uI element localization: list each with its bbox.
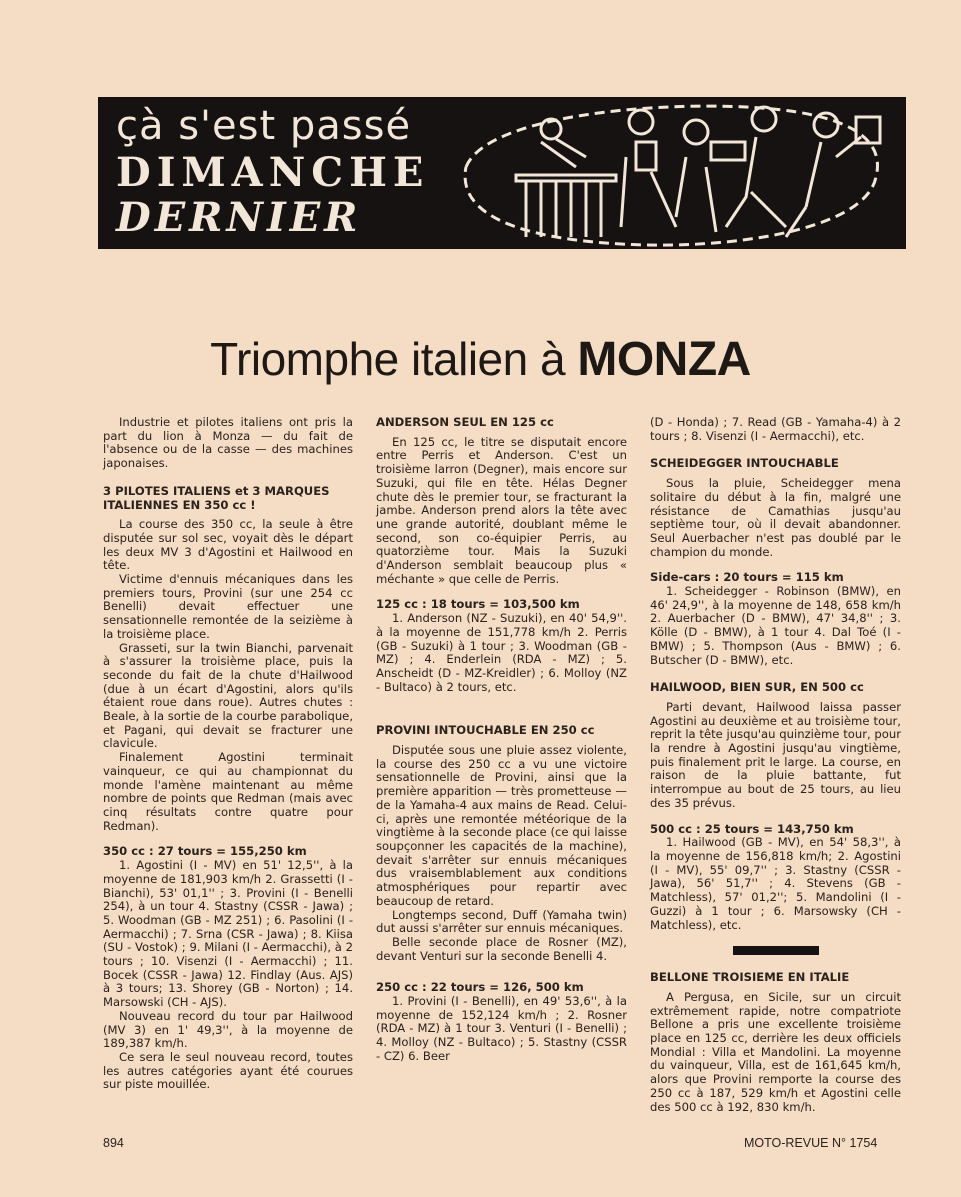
article-headline	[0, 332, 961, 387]
column-3	[650, 416, 901, 1114]
banner-line-2: DIMANCHE	[116, 149, 430, 196]
results-350: 1. Agostini (I - MV) en 51' 12,5'', à la moyenne de 181,903 km/h 2. Grassetti (I - Bianchi), 53' 01,1'' ; 3. Provini (I - Benelli 254), à un tour 4. Stastny (CSSR - Jawa) ; 5. Woodman (GB - MZ 251) ; 6. Pasolini (I - Aermacchi) ; 7. Srna (CSR - Jawa) ; 8. Kiisa (SU - Vostok) ; 9. Milani (I - Aermacchi), à 2 tours ; 10. Visenzi (I - Aermacchi) ; 11. Bocek (CSSR - Jawa) 12. Findlay (Aus. AJS) à 3 tours; 13. Shorey (GB - Norton) ; 14. Marsowski (CH - AJS).	[103, 858, 353, 1010]
results-heading-350: 350 cc : 27 tours = 155,250 km	[103, 844, 307, 859]
paragraph: A Pergusa, en Sicile, sur un circuit extrêmement rapide, notre compatriote Bellone a pris une excellente troisième place en 125 cc, derrière les deux officiels Mondial : Villa et Mandolini. La moyenne du vainqueur, Villa, est de 161,645 km/h, alors que Provini remporte la course des 250 cc à 187, 529 km/h et Agostini celle des 500 cc à 192, 830 km/h.	[650, 989, 901, 1114]
results-heading-250: 250 cc : 22 tours = 126, 500 km	[376, 980, 584, 995]
paragraph: Ce sera le seul nouveau record, toutes les autres catégories ayant été courues sur piste mouillée.	[103, 1049, 353, 1092]
headline-text: Triomphe italien à	[210, 333, 566, 385]
paragraph: La course des 350 cc, la seule à être disputée sur sol sec, voyait dès le départ les deux MV 3 d'Agostini et Hailwood en tête.	[103, 517, 353, 573]
paragraph: Victime d'ennuis mécaniques dans les premiers tours, Provini (sur une 254 cc Benelli) devait effectuer une sensationnelle remontée de la seizième à la troisième place.	[103, 572, 353, 641]
section-divider	[733, 946, 819, 955]
column-2	[376, 416, 627, 1064]
section-heading-250: PROVINI INTOUCHABLE EN 250 cc	[376, 723, 595, 738]
results-250: 1. Provini (I - Benelli), en 49' 53,6'', à la moyenne de 152,124 km/h ; 2. Rosner (RDA - MZ) à 1 tour 3. Venturi (I - Benelli) ; 4. Molloy (NZ - Bultaco) ; 5. Stastny (CSSR - CZ) 6. Beer	[376, 994, 627, 1063]
paragraph: Disputée sous une pluie assez violente, la course des 250 cc a vu une victoire sensationnelle de Provini, ainsi que la première apparition — très prometteuse — de la Yamaha-4 aux mains de Read. Celui-ci, après une remontée météorique de la vingtième à la seconde place (ce qui laisse soupçonner les capacités de la machine), devait s'arrêter sur ennuis mécaniques dus vraisemblablement aux conditions atmosphériques pour repartir avec beaucoup de retard.	[376, 743, 627, 908]
spectators-illustration	[446, 97, 906, 249]
page-number: 894	[103, 1136, 124, 1150]
paragraph: Parti devant, Hailwood laissa passer Agostini au deuxième et au troisième tour, reprit la tête jusqu'au quinzième tour, pour la rendre à Agostini jusqu'au vingtième, puis finalement prit le large. La course, en raison de la pluie battante, fut interrompue au bout de 25 tours, au lieu des 35 prévus.	[650, 699, 901, 810]
magazine-issue: MOTO-REVUE N° 1754	[744, 1136, 878, 1150]
results-heading-125: 125 cc : 18 tours = 103,500 km	[376, 597, 580, 612]
section-heading-bellone: BELLONE TROISIEME EN ITALIE	[650, 970, 850, 985]
results-500: 1. Hailwood (GB - MV), en 54' 58,3'', à la moyenne de 156,818 km/h; 2. Agostini (I - MV), 55' 09,7'' ; 3. Stastny (CSSR - Jawa), 56' 51,7'' ; 4. Stevens (GB - Matchless), 57' 01,2''; 5. Mandolini (I - Guzzi) à 1 tour ; 6. Marsowsky (CH - Matchless), etc.	[650, 835, 901, 932]
paragraph: Belle seconde place de Rosner (MZ), devant Venturi sur la seconde Benelli 4.	[376, 934, 627, 963]
banner-line-1: çà s'est passé	[116, 103, 412, 149]
headline-place: MONZA	[577, 333, 751, 386]
column-1	[103, 416, 353, 1092]
paragraph: Sous la pluie, Scheidegger mena solitaire du début à la fin, malgré une résistance de Camathias jusqu'au septième tour, où il devait abandonner. Seul Auerbacher n'est pas doublé par le champion du monde.	[650, 476, 901, 559]
paragraph: Longtemps second, Duff (Yamaha twin) dut aussi s'arrêter sur ennuis mécaniques.	[376, 907, 627, 936]
paragraph: Grasseti, sur la twin Bianchi, parvenait à s'assurer la troisième place, puis la seconde du fait de la chute d'Hailwood (due à un écart d'Agostini, alors qu'ils étaient roue dans roue). Autres chutes : Beale, à la sortie de la courbe parabolique, et Pagani, qui devait se fracturer une clavicule.	[103, 640, 353, 751]
intro-paragraph: Industrie et pilotes italiens ont pris la part du lion à Monza — du fait de l'absence ou de la casse — des machines japonaises.	[103, 415, 353, 471]
paragraph: Finalement Agostini terminait vainqueur, ce qui au championnat du monde l'amène maintenant au même nombre de points que Redman (mais avec cinq résultats contre quatre pour Redman).	[103, 750, 353, 833]
results-heading-sidecars: Side-cars : 20 tours = 115 km	[650, 570, 844, 585]
section-heading-sidecars: SCHEIDEGGER INTOUCHABLE	[650, 456, 839, 471]
paragraph: En 125 cc, le titre se disputait encore entre Perris et Anderson. C'est un troisième larron (Degner), mais encore sur Suzuki, qui file en tête. Hélas Degner chute dès le premier tour, se fracturant la jambe. Anderson prend alors la tête avec une grande autorité, doublant même le second, son co-équipier Perris, au quatorzième tour. Mais la Suzuki d'Anderson semblait beaucoup plus « méchante » que celle de Perris.	[376, 434, 627, 586]
paragraph: Nouveau record du tour par Hailwood (MV 3) en 1' 49,3'', à la moyenne de 189,387 km/h.	[103, 1008, 353, 1051]
header-banner	[98, 97, 906, 249]
results-250-continued: (D - Honda) ; 7. Read (GB - Yamaha-4) à 2 tours ; 8. Visenzi (I - Aermacchi), etc.	[650, 415, 901, 443]
section-heading-500: HAILWOOD, BIEN SUR, EN 500 cc	[650, 680, 864, 695]
banner-line-3: DERNIER	[116, 194, 362, 241]
results-heading-500: 500 cc : 25 tours = 143,750 km	[650, 821, 854, 836]
results-sidecars: 1. Scheidegger - Robinson (BMW), en 46' 24,9'', à la moyenne de 148, 658 km/h 2. Auerbacher (D - BMW), 47' 34,8'' ; 3. Kölle (D - BMW), à 1 tour 4. Dal Toé (I - BMW) ; 5. Thompson (Aus - BMW) ; 6. Butscher (D - BMW), etc.	[650, 584, 901, 667]
section-heading-125: ANDERSON SEUL EN 125 cc	[376, 415, 554, 429]
results-125: 1. Anderson (NZ - Suzuki), en 40' 54,9''. à la moyenne de 151,778 km/h 2. Perris (GB - Suzuki) à 1 tour ; 3. Woodman (GB - MZ) ; 4. Enderlein (RDA - MZ) ; 5. Anscheidt (D - MZ-Kreidler) ; 6. Molloy (NZ - Bultaco) à 2 tours, etc.	[376, 611, 627, 694]
section-heading-350: 3 PILOTES ITALIENS et 3 MARQUES ITALIENNES EN 350 cc !	[103, 483, 330, 512]
